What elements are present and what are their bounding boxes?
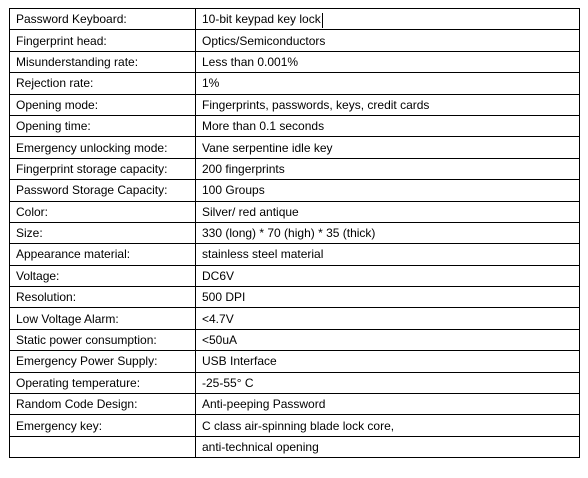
spec-label: Random Code Design: — [10, 394, 196, 415]
spec-label: Password Storage Capacity: — [10, 180, 196, 201]
spec-label: Fingerprint storage capacity: — [10, 158, 196, 179]
spec-label: Low Voltage Alarm: — [10, 308, 196, 329]
spec-label: Rejection rate: — [10, 73, 196, 94]
spec-label: Emergency Power Supply: — [10, 351, 196, 372]
spec-label: Size: — [10, 222, 196, 243]
spec-label: Emergency unlocking mode: — [10, 137, 196, 158]
spec-value: 100 Groups — [196, 180, 580, 201]
spec-value: anti-technical opening — [196, 436, 580, 457]
spec-value: <50uA — [196, 329, 580, 350]
table-row — [10, 137, 580, 158]
table-row — [10, 308, 580, 329]
spec-value: C class air-spinning blade lock core, — [196, 415, 580, 436]
table-row — [10, 265, 580, 286]
spec-label: Opening mode: — [10, 94, 196, 115]
spec-value: 200 fingerprints — [196, 158, 580, 179]
spec-label: Password Keyboard: — [10, 9, 196, 30]
spec-label: Color: — [10, 201, 196, 222]
table-row — [10, 9, 580, 30]
spec-value: 500 DPI — [196, 287, 580, 308]
spec-value: stainless steel material — [196, 244, 580, 265]
table-row — [10, 372, 580, 393]
spec-value: -25-55° C — [196, 372, 580, 393]
table-row — [10, 30, 580, 51]
table-row — [10, 51, 580, 72]
spec-label: Operating temperature: — [10, 372, 196, 393]
spec-label: Resolution: — [10, 287, 196, 308]
table-row — [10, 436, 580, 457]
spec-value: Silver/ red antique — [196, 201, 580, 222]
table-row — [10, 287, 580, 308]
table-row — [10, 351, 580, 372]
spec-value: Fingerprints, passwords, keys, credit cards — [196, 94, 580, 115]
spec-value: Less than 0.001% — [196, 51, 580, 72]
spec-label: Emergency key: — [10, 415, 196, 436]
table-row — [10, 201, 580, 222]
spec-label: Opening time: — [10, 115, 196, 136]
spec-label: Static power consumption: — [10, 329, 196, 350]
table-row — [10, 244, 580, 265]
table-row — [10, 115, 580, 136]
table-row — [10, 73, 580, 94]
table-row — [10, 329, 580, 350]
table-row — [10, 222, 580, 243]
spec-value: Optics/Semiconductors — [196, 30, 580, 51]
table-row — [10, 158, 580, 179]
spec-value-text: 10-bit keypad key lock — [202, 12, 321, 27]
table-row — [10, 394, 580, 415]
spec-value: Anti-peeping Password — [196, 394, 580, 415]
spec-value: More than 0.1 seconds — [196, 115, 580, 136]
spec-label: Appearance material: — [10, 244, 196, 265]
spec-label: Misunderstanding rate: — [10, 51, 196, 72]
spec-value: 1% — [196, 73, 580, 94]
spec-value: 330 (long) * 70 (high) * 35 (thick) — [196, 222, 580, 243]
spec-value: Vane serpentine idle key — [196, 137, 580, 158]
spec-table — [9, 8, 580, 458]
table-row — [10, 94, 580, 115]
spec-value[interactable] — [196, 9, 580, 30]
spec-label: Fingerprint head: — [10, 30, 196, 51]
text-cursor — [322, 13, 323, 28]
spec-label — [10, 436, 196, 457]
spec-label: Voltage: — [10, 265, 196, 286]
spec-value: USB Interface — [196, 351, 580, 372]
spec-table-body — [10, 9, 580, 458]
spec-value: DC6V — [196, 265, 580, 286]
spec-value: <4.7V — [196, 308, 580, 329]
table-row — [10, 180, 580, 201]
table-row — [10, 415, 580, 436]
